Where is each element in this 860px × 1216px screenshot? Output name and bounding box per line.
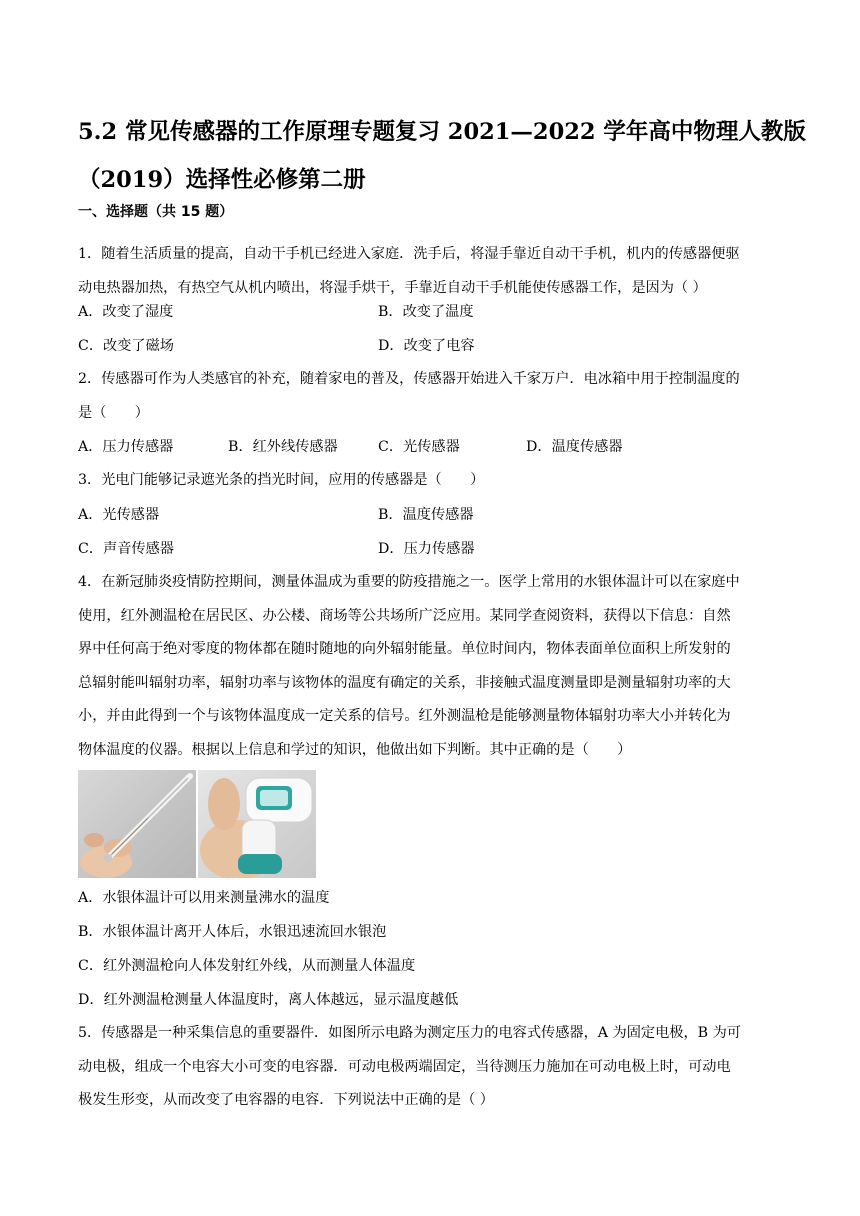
infrared-thermometer-gun-icon xyxy=(198,770,316,878)
question-3-option-c[interactable]: C．声音传感器 xyxy=(78,541,174,557)
question-4-option-b-row xyxy=(78,915,788,949)
document-title xyxy=(78,108,806,204)
question-1-option-a[interactable]: A．改变了湿度 xyxy=(78,304,174,320)
question-4 xyxy=(78,566,788,768)
question-4-line-6: 物体温度的仪器。根据以上信息和学过的知识，他做出如下判断。其中正确的是（ ） xyxy=(78,741,632,758)
question-4-option-d[interactable]: D．红外测温枪测量人体温度时，离人体越远，显示温度越低 xyxy=(78,992,459,1008)
question-3-options-row-1 xyxy=(78,498,788,532)
question-5 xyxy=(78,1017,788,1118)
question-3-option-a[interactable]: A．光传感器 xyxy=(78,507,160,523)
question-4-option-b[interactable]: B．水银体温计离开人体后，水银迅速流回水银泡 xyxy=(78,924,387,940)
question-1-options-row-2 xyxy=(78,329,788,363)
question-1-options-row-1 xyxy=(78,295,788,329)
question-3-options-row-2 xyxy=(78,532,788,566)
question-2-line-2: 是（ ） xyxy=(78,404,149,421)
question-3-option-d[interactable]: D．压力传感器 xyxy=(378,541,475,557)
question-3-option-b[interactable]: B．温度传感器 xyxy=(378,507,474,523)
question-4-option-c-row xyxy=(78,949,788,983)
question-3 xyxy=(78,464,788,498)
question-4-line-2: 使用，红外测温枪在居民区、办公楼、商场等公共场所广泛应用。某同学查阅资料，获得以下信息：自然 xyxy=(78,607,731,624)
question-2-option-c[interactable]: C．光传感器 xyxy=(378,439,460,455)
question-3-line-1: 3．光电门能够记录遮光条的挡光时间，应用的传感器是（ ） xyxy=(78,472,485,488)
question-4-option-a[interactable]: A．水银体温计可以用来测量沸水的温度 xyxy=(78,890,330,906)
question-4-option-c[interactable]: C．红外测温枪向人体发射红外线，从而测量人体温度 xyxy=(78,958,416,974)
thermometer-photo xyxy=(78,770,316,878)
infrared-thermometer-image xyxy=(198,770,316,878)
question-1-option-d[interactable]: D．改变了电容 xyxy=(378,338,475,354)
question-2-line-1: 2．传感器可作为人类感官的补充，随着家电的普及，传感器开始进入千家万户．电冰箱中用于控制温度的 xyxy=(78,371,740,387)
title-line-1: 5.2 常见传感器的工作原理专题复习 2021—2022 学年高中物理人教版 xyxy=(78,119,806,145)
section-heading: 一、选择题（共 15 题） xyxy=(78,204,234,220)
question-5-line-2: 动电极，组成一个电容大小可变的电容器．可动电极两端固定，当待测压力施加在可动电极上时，可动电 xyxy=(78,1058,731,1075)
question-4-line-4: 总辐射能叫辐射功率，辐射功率与该物体的温度有确定的关系，非接触式温度测量即是测量辐射功率的大 xyxy=(78,674,731,691)
question-1-line-1: 1．随着生活质量的提高，自动干手机已经进入家庭．洗手后，将湿手靠近自动干手机，机内的传感器便驱 xyxy=(78,246,740,262)
question-4-option-d-row xyxy=(78,983,788,1017)
question-4-line-1: 4．在新冠肺炎疫情防控期间，测量体温成为重要的防疫措施之一。医学上常用的水银体温计可以在家庭中 xyxy=(78,574,740,590)
question-5-line-3: 极发生形变，从而改变了电容器的电容．下列说法中正确的是（ ） xyxy=(78,1092,494,1109)
question-1-line-2: 动电热器加热，有热空气从机内喷出，将湿手烘干，手靠近自动干手机能使传感器工作，是因为（ ） xyxy=(78,279,707,296)
question-4-line-3: 界中任何高于绝对零度的物体都在随时随地的向外辐射能量。单位时间内，物体表面单位面积上所发射的 xyxy=(78,641,731,658)
question-2-option-a[interactable]: A．压力传感器 xyxy=(78,439,174,455)
question-4-line-5: 小，并由此得到一个与该物体温度成一定关系的信号。红外测温枪是能够测量物体辐射功率大小并转化为 xyxy=(78,708,731,725)
title-line-2: （2019）选择性必修第二册 xyxy=(78,167,366,193)
question-2-option-b[interactable]: B．红外线传感器 xyxy=(228,439,338,455)
question-2-options-row xyxy=(78,430,788,464)
mercury-thermometer-icon xyxy=(78,770,196,878)
question-2-option-d[interactable]: D．温度传感器 xyxy=(526,439,623,455)
question-1-option-b[interactable]: B．改变了温度 xyxy=(378,304,474,320)
mercury-thermometer-image xyxy=(78,770,196,878)
question-2 xyxy=(78,363,788,430)
question-1-option-c[interactable]: C．改变了磁场 xyxy=(78,338,174,354)
question-5-line-1: 5．传感器是一种采集信息的重要器件．如图所示电路为测定压力的电容式传感器，A 为固定电极，B 为可 xyxy=(78,1025,741,1041)
question-4-option-a-row xyxy=(78,881,788,915)
